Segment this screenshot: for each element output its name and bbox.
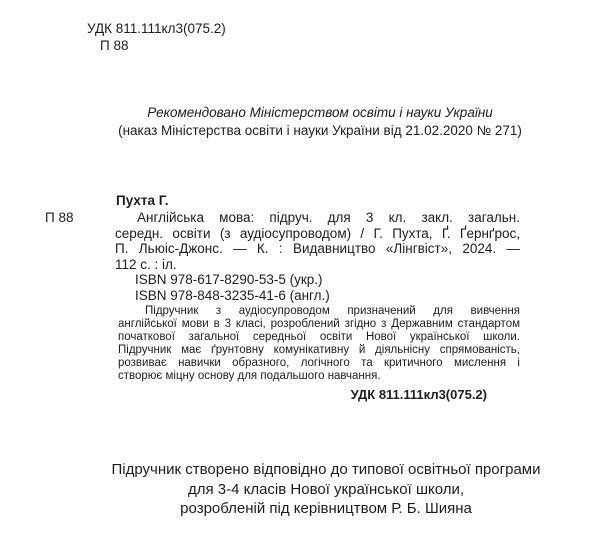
footer-line: Підручник створено відповідно до типової освітньої програми xyxy=(111,461,541,478)
annotation-line: створює міцну основу для подальшого навчання. xyxy=(118,370,381,382)
author-heading: Пухта Г. xyxy=(116,193,169,208)
udc-top-block xyxy=(87,20,226,54)
annotation xyxy=(118,305,520,383)
annotation-line: початкової загальної середньої освіти Нової української школи. xyxy=(118,331,520,343)
biblio-line: 112 с. : іл. xyxy=(115,256,177,272)
annotation-line: розвиває навички образного, логічного та критичного мислення і xyxy=(118,357,520,369)
isbn-eng: ISBN 978-848-3235-41-6 (англ.) xyxy=(135,287,330,303)
recommendation-note xyxy=(40,104,600,139)
footer-line: для 3-4 класів Нової української школи, xyxy=(187,480,465,498)
udc-top-classification: УДК 811.111кл3(075.2) xyxy=(87,21,226,36)
biblio-line: Англійська мова: підруч. для 3 кл. закл. загальн. xyxy=(137,210,520,225)
footer-note xyxy=(52,460,600,519)
bibliographic-description xyxy=(115,210,520,303)
catalog-index: П 88 xyxy=(45,210,74,225)
recommendation-order-line: (наказ Міністерства освіти і науки України від 21.02.2020 № 271) xyxy=(118,122,522,138)
udc-bottom-classification: УДК 811.111кл3(075.2) xyxy=(350,387,487,402)
annotation-line: англійської мови в 3 класі, розроблений згідно з Державним стандартом xyxy=(118,318,520,330)
udc-top-author-sign: П 88 xyxy=(100,38,129,53)
annotation-line: Підручник з аудіосупроводом призначений для вивчення xyxy=(145,305,520,317)
footer-line: розробленій під керівництвом Р. Б. Шияна xyxy=(180,500,472,517)
isbn-ukr: ISBN 978-617-8290-53-5 (укр.) xyxy=(135,272,323,287)
biblio-line: П. Льюіс-Джонс. — К. : Видавництво «Лінгвіст», 2024. — xyxy=(115,241,520,256)
biblio-line: середн. освіти (з аудіосупроводом) / Г. Пухта, Ґ. Ґернґрос, xyxy=(115,225,520,241)
recommendation-line: Рекомендовано Міністерством освіти і науки України xyxy=(147,105,493,120)
annotation-line: Підручник має ґрунтовну комунікативну й діяльнісну спрямованість, xyxy=(118,344,520,356)
